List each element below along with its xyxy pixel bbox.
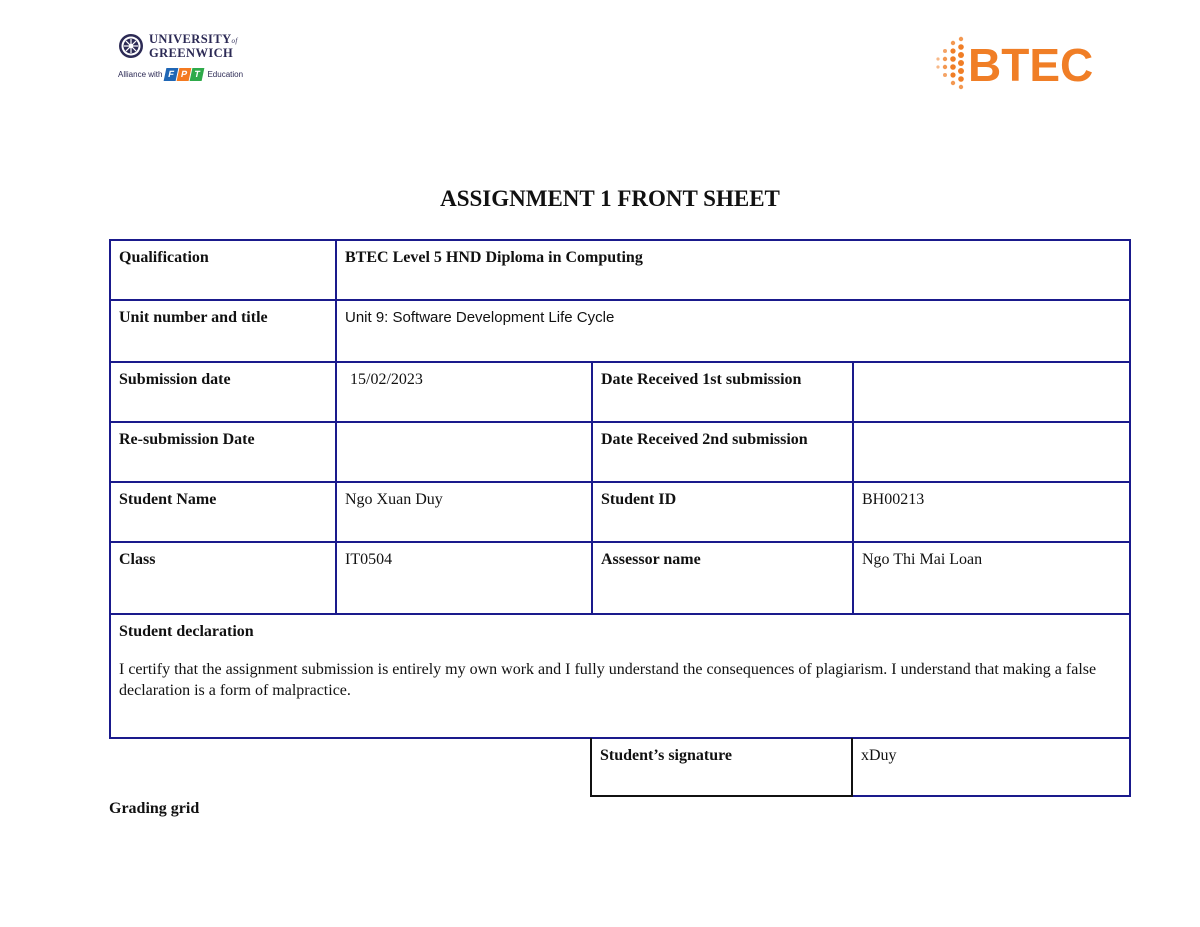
- fpt-logo: [165, 68, 204, 81]
- table-row: [110, 542, 1130, 614]
- assessor-value: Ngo Thi Mai Loan: [853, 542, 1130, 614]
- assessor-label: Assessor name: [592, 542, 853, 614]
- university-of-greenwich-logo: [118, 33, 248, 93]
- unit-value: Unit 9: Software Development Life Cycle: [336, 300, 1130, 362]
- fpt-letter: F: [164, 68, 179, 81]
- btec-logo: [934, 34, 1124, 92]
- submission-date-value: 15/02/2023: [336, 362, 592, 422]
- student-name-label: Student Name: [110, 482, 336, 542]
- class-value: IT0504: [336, 542, 592, 614]
- alliance-prefix: Alliance with: [118, 70, 163, 79]
- student-name-value: Ngo Xuan Duy: [336, 482, 592, 542]
- declaration-cell: [110, 614, 1130, 738]
- qualification-label: Qualification: [110, 240, 336, 300]
- university-of: of: [231, 37, 238, 45]
- fpt-letter: T: [190, 68, 205, 81]
- resubmission-label: Re-submission Date: [110, 422, 336, 482]
- university-line-2: GREENWICH: [149, 46, 234, 60]
- fpt-letter: P: [177, 68, 192, 81]
- qualification-value: BTEC Level 5 HND Diploma in Computing: [336, 240, 1130, 300]
- class-label: Class: [110, 542, 336, 614]
- signature-label: Student’s signature: [591, 738, 852, 796]
- table-row: [110, 422, 1130, 482]
- table-row: [110, 240, 1130, 300]
- alliance-suffix: Education: [207, 70, 244, 79]
- received-1st-label: Date Received 1st submission: [592, 362, 853, 422]
- student-id-label: Student ID: [592, 482, 853, 542]
- university-line-1: UNIVERSITY: [149, 32, 232, 46]
- received-2nd-value: [853, 422, 1130, 482]
- table-row: [110, 614, 1130, 738]
- received-1st-value: [853, 362, 1130, 422]
- unit-label: Unit number and title: [110, 300, 336, 362]
- resubmission-value: [336, 422, 592, 482]
- signature-value: xDuy: [852, 738, 1130, 796]
- signature-table: [590, 738, 1131, 797]
- submission-date-label: Submission date: [110, 362, 336, 422]
- declaration-text: I certify that the assignment submission is entirely my own work and I fully understand the consequences of plagiarism. I understand that making a false declaration is a form of malpractice.: [119, 661, 1097, 699]
- received-2nd-label: Date Received 2nd submission: [592, 422, 853, 482]
- table-row: [110, 300, 1130, 362]
- btec-text: BTEC: [968, 39, 1094, 91]
- university-crest-icon: [118, 33, 144, 59]
- student-id-value: BH00213: [853, 482, 1130, 542]
- table-row: [110, 362, 1130, 422]
- table-row: [591, 738, 1130, 796]
- grading-grid-heading: Grading grid: [109, 800, 200, 817]
- page-title: ASSIGNMENT 1 FRONT SHEET: [440, 186, 780, 211]
- declaration-heading: Student declaration: [119, 623, 254, 640]
- table-row: [110, 482, 1130, 542]
- front-sheet-table: [109, 239, 1131, 739]
- btec-dots-icon: [936, 37, 964, 89]
- alliance-line: [118, 68, 248, 81]
